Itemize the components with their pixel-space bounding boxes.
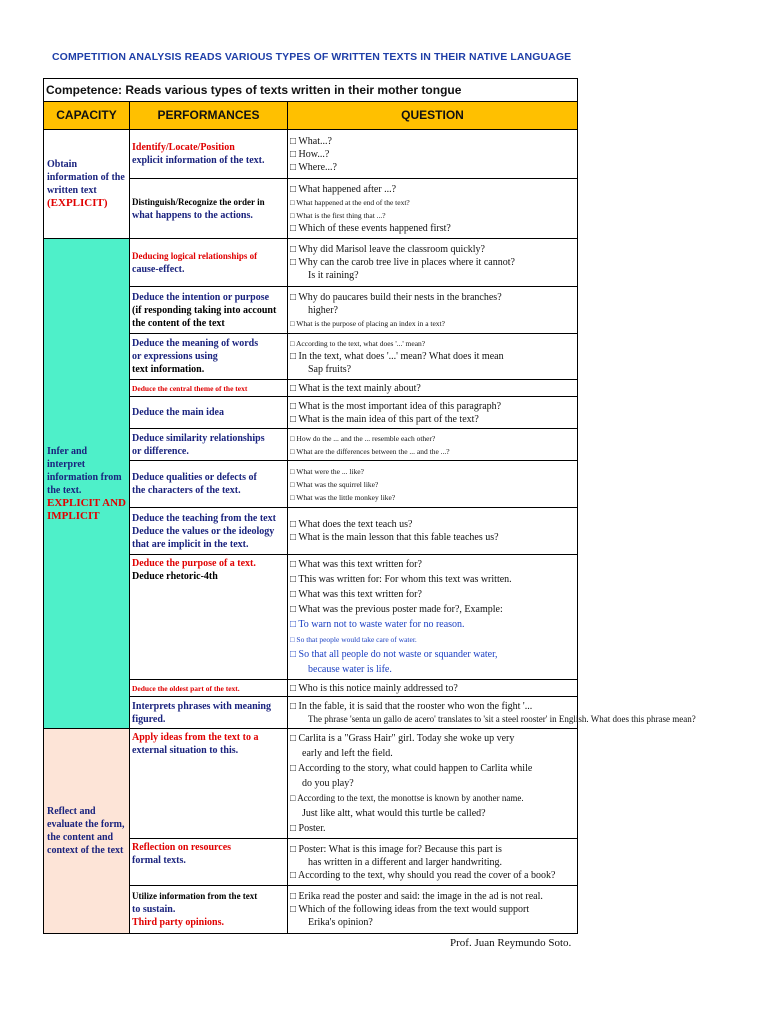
question-line: □ What is the text mainly about? — [290, 382, 421, 394]
question-line: because water is life. — [308, 664, 392, 675]
capacity-obtain — [44, 130, 130, 239]
performance-cell — [130, 239, 288, 287]
competence-label: Competence: Reads various types of texts written in their mother tongue — [44, 79, 578, 102]
question-line: □ This was written for: For whom this text was written. — [290, 574, 512, 585]
question-cell — [288, 380, 578, 397]
question-cell — [288, 839, 578, 886]
performance-cell — [130, 886, 288, 934]
performance-title: Deduce the central theme of the text — [132, 383, 248, 393]
question-line: □ What was the squirrel like? — [290, 479, 379, 489]
performance-cell — [130, 429, 288, 461]
question-cell — [288, 680, 578, 697]
question-line: □ What is the main idea of this part of the text? — [290, 413, 479, 425]
capacity-text: Reflect and evaluate the form, the content and context of the text — [47, 806, 125, 856]
performance-text: Deduce the values or the ideology — [132, 525, 275, 537]
performance-title: Deduce similarity relationships — [132, 432, 265, 444]
performance-cell — [130, 334, 288, 380]
question-line: □ So that people would take care of water. — [290, 635, 417, 644]
performance-title: Identify/Locate/Position — [132, 142, 235, 153]
question-line: □ What is the purpose of placing an index in a text? — [290, 318, 445, 328]
question-cell — [288, 239, 578, 287]
performance-text: the content of the text — [132, 317, 225, 329]
performance-cell — [130, 287, 288, 334]
question-line: □ Which of the following ideas from the text would support — [290, 904, 530, 915]
performance-text: or difference. — [132, 445, 189, 457]
question-line: □ What is the most important idea of this paragraph? — [290, 400, 502, 412]
question-line: □ Erika read the poster and said: the image in the ad is not real. — [290, 891, 543, 902]
author-signature: Prof. Juan Reymundo Soto. — [450, 937, 572, 949]
capacity-text: Infer and interpret information from the text. — [47, 445, 122, 496]
question-line: □ Which of these events happened first? — [290, 222, 451, 234]
performance-title: Utilize information from the text — [132, 891, 258, 901]
performance-title: Deduce the oldest part of the text. — [132, 683, 240, 693]
capacity-tag: (EXPLICIT) — [47, 197, 108, 209]
question-line: □ What...? — [290, 135, 332, 147]
performance-cell — [130, 508, 288, 555]
header-performances: PERFORMANCES — [130, 102, 288, 130]
question-line: □ What happened at the end of the text? — [290, 197, 410, 207]
question-line: □ What happened after ...? — [290, 183, 397, 195]
question-line: □ According to the text, the monottse is known by another name. — [290, 793, 524, 803]
performance-text: text information. — [132, 364, 205, 375]
table-row — [44, 729, 578, 839]
question-line: □ According to the story, what could happen to Carlita while — [290, 763, 533, 774]
question-line: higher? — [308, 304, 338, 316]
question-line: □ What was the little monkey like? — [290, 492, 396, 502]
question-cell — [288, 697, 696, 729]
header-question: QUESTION — [288, 102, 578, 130]
question-line: □ What was the previous poster made for?, Example: — [290, 604, 503, 615]
performance-title: Deduce the meaning of words — [132, 338, 259, 349]
performance-title: Deduce the teaching from the text — [132, 512, 276, 524]
question-line: □ What does the text teach us? — [290, 519, 413, 530]
performance-text: what happens to the actions. — [132, 209, 253, 221]
performance-cell — [130, 729, 288, 839]
performance-text: external situation to this. — [132, 745, 239, 756]
question-cell — [288, 397, 578, 429]
question-line: □ Why did Marisol leave the classroom quickly? — [290, 244, 485, 255]
performance-cell — [130, 839, 288, 886]
header-capacity: CAPACITY — [44, 102, 130, 130]
performance-cell — [130, 380, 288, 397]
question-line: □ What is the main lesson that this fable teaches us? — [290, 532, 499, 543]
performance-text: (if responding taking into account — [132, 304, 277, 316]
question-cell — [288, 508, 578, 555]
performance-cell — [130, 397, 288, 429]
table-row — [44, 130, 578, 179]
performance-title: Distinguish/Recognize the order in — [132, 196, 265, 207]
capacity-text: Obtain information of the written text — [47, 159, 125, 196]
question-line: □ Carlita is a "Grass Hair" girl. Today she woke up very — [290, 733, 515, 744]
question-cell — [288, 334, 578, 380]
question-line: The phrase 'senta un gallo de acero' translates to 'sit a steel rooster' in English. What does this phrase mean? — [308, 713, 696, 724]
table-row — [44, 239, 578, 287]
question-line: □ What is the first thing that ...? — [290, 210, 386, 220]
performance-cell — [130, 555, 288, 680]
question-line: □ Why can the carob tree live in places where it cannot? — [290, 257, 515, 268]
performance-cell — [130, 680, 288, 697]
performance-text: to sustain. — [132, 904, 176, 915]
question-line: □ Poster. — [290, 823, 326, 834]
question-line: Just like altt, what would this turtle be called? — [302, 808, 486, 819]
question-line: □ Poster: What is this image for? Because this part is — [290, 843, 502, 855]
question-line: □ How do the ... and the ... resemble each other? — [290, 433, 436, 443]
performance-text: formal texts. — [132, 855, 186, 866]
question-line: Is it raining? — [308, 270, 359, 281]
performance-text: Third party opinions. — [132, 917, 224, 928]
question-line: □ What were the ... like? — [290, 466, 364, 476]
question-line: □ According to the text, why should you read the cover of a book? — [290, 869, 556, 881]
header-row — [44, 102, 578, 130]
performance-text: or expressions using — [132, 351, 218, 362]
question-line: □ How...? — [290, 148, 330, 160]
question-cell — [288, 461, 578, 508]
performance-text: the characters of the text. — [132, 485, 241, 496]
question-line: □ According to the text, what does '...' mean? — [290, 339, 426, 348]
question-line: do you play? — [302, 778, 354, 789]
performance-text: figured. — [132, 713, 166, 725]
question-cell — [288, 555, 578, 680]
capacity-tag: EXPLICIT AND IMPLICIT — [47, 496, 126, 522]
question-line: early and left the field. — [302, 748, 393, 759]
question-line: □ In the fable, it is said that the rooster who won the fight '... — [290, 700, 533, 712]
performance-title: Interprets phrases with meaning — [132, 700, 271, 712]
question-cell — [288, 886, 578, 934]
performance-text: Deduce rhetoric-4th — [132, 571, 218, 582]
performance-title: Deduce the main idea — [132, 407, 224, 418]
performance-text: explicit information of the text. — [132, 155, 265, 166]
performance-text: cause-effect. — [132, 263, 185, 275]
question-line: □ What was this text written for? — [290, 559, 422, 570]
question-line: □ In the text, what does '...' mean? What does it mean — [290, 351, 504, 362]
question-line: □ Why do paucares build their nests in the branches? — [290, 291, 502, 303]
performance-cell — [130, 130, 288, 179]
capacity-reflect — [44, 729, 130, 934]
question-line: □ What are the differences between the ... and the ...? — [290, 446, 450, 456]
page-title: COMPETITION ANALYSIS READS VARIOUS TYPES OF WRITTEN TEXTS IN THEIR NATIVE LANGUAGE — [52, 51, 572, 63]
question-line: □ Who is this notice mainly addressed to? — [290, 682, 458, 694]
performance-title: Deduce the purpose of a text. — [132, 558, 256, 569]
question-cell — [288, 130, 578, 179]
performance-title: Deducing logical relationships of — [132, 250, 258, 261]
competence-row — [44, 79, 578, 102]
question-line: □ Where...? — [290, 161, 337, 173]
question-line: Sap fruits? — [308, 364, 352, 375]
competency-table — [43, 78, 696, 934]
performance-title: Deduce qualities or defects of — [132, 472, 257, 483]
question-cell — [288, 429, 578, 461]
question-cell — [288, 729, 578, 839]
performance-title: Deduce the intention or purpose — [132, 291, 270, 303]
performance-cell — [130, 179, 288, 239]
question-line: Erika's opinion? — [308, 917, 373, 928]
question-line: □ So that all people do not waste or squander water, — [290, 649, 498, 660]
question-cell — [288, 287, 578, 334]
question-line: □ What was this text written for? — [290, 589, 422, 600]
question-line: □ To warn not to waste water for no reason. — [290, 619, 465, 630]
question-line: has written in a different and larger handwriting. — [308, 856, 503, 868]
question-cell — [288, 179, 578, 239]
performance-title: Reflection on resources — [132, 842, 232, 853]
performance-title: Apply ideas from the text to a — [132, 732, 259, 743]
performance-text: that are implicit in the text. — [132, 538, 249, 550]
capacity-infer — [44, 239, 130, 729]
performance-cell — [130, 461, 288, 508]
performance-cell — [130, 697, 288, 729]
